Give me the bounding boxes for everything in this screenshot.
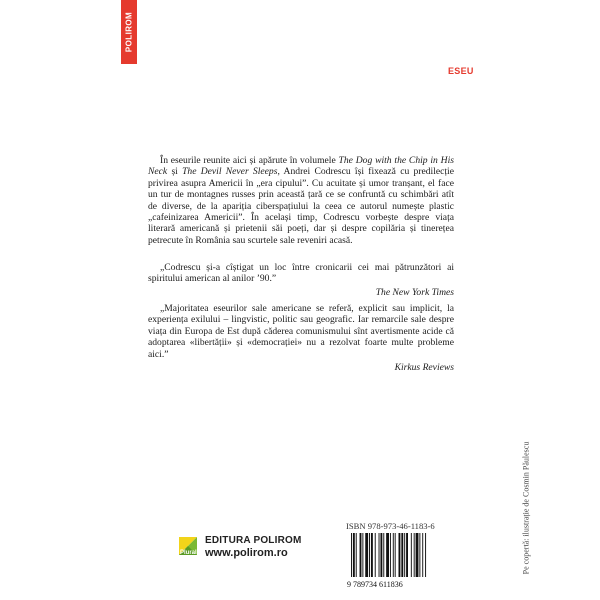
barcode-bar (365, 533, 368, 577)
quote-source: Kirkus Reviews (394, 362, 454, 374)
barcode-bar (406, 533, 408, 577)
isbn-label: ISBN 978-973-46-1183-6 (346, 521, 435, 531)
publisher-url: www.polirom.ro (205, 547, 288, 559)
quote-source: The New York Times (375, 286, 454, 298)
quote-text: „Majoritatea eseurilor sale americane se referă, explicit sau implicit, la experiența exilului – lingvistic, politic sau geografic. Iar remarcile sale despre viața din Europa de Est după căderea comunismului sînt avertismente acide că adoptarea «libertății» și «democrației» nu a rezolvat foarte multe probleme aici.” (148, 303, 454, 360)
barcode-bar (416, 533, 419, 577)
barcode-bar (379, 533, 380, 577)
barcode-bar (395, 533, 396, 577)
description-paragraph (148, 155, 454, 246)
barcode-bar (404, 533, 405, 577)
barcode-bar (362, 533, 363, 577)
cover-credit (520, 418, 532, 598)
brand-label: POLIROM (124, 11, 134, 53)
book-title-1: The Dog with the Chip in His Neck (148, 155, 454, 178)
book-title-2: The Devil Never Sleeps (182, 166, 278, 178)
description-text-3: , Andrei Codrescu își fixează cu predilecție privirea asupra Americii în „era cipului”. Cu acuitate și umor tranșant, el face un tur de montagnes russes prin această țară ce se confruntă cu schimbări atît de diverse, de la apariția ciberspațiului la ceea ce autorul numește plastic „cafeinizarea Americii”. În același timp, Codrescu vorbește despre viața literară americană și prietenii săi poeți, dar și despre copilăria și tinerețea petrecute în România sau scurtele sale reveniri acasă. (148, 166, 454, 246)
barcode-bar (401, 533, 403, 577)
book-description (148, 155, 454, 246)
barcode-bar (390, 533, 391, 577)
plural-logo-icon (177, 533, 201, 557)
polirom-brand-strip (121, 0, 137, 64)
description-text-2: și (167, 166, 183, 178)
barcode-bar (369, 533, 370, 577)
barcode-bar (414, 533, 415, 577)
barcode-bar (356, 533, 357, 577)
barcode-bar (419, 533, 420, 577)
review-quote-kirkus (148, 303, 454, 373)
publisher-block (177, 533, 367, 573)
barcode-bar (375, 533, 376, 577)
barcode-bar (422, 533, 423, 577)
barcode-bar (351, 533, 352, 577)
review-quote-nyt (148, 262, 454, 298)
isbn-barcode (345, 531, 455, 589)
barcode-bar (399, 533, 401, 577)
barcode-bar (383, 533, 384, 577)
barcode-bar (360, 533, 362, 577)
barcode-bar (386, 533, 389, 577)
barcode-bar (353, 533, 355, 577)
description-text-1: În eseurile reunite aici și apărute în volumele (160, 155, 339, 166)
barcode-bar (380, 533, 382, 577)
barcode-bars (351, 533, 426, 577)
publisher-name: EDITURA POLIROM (205, 535, 302, 546)
series-label: ESEU (448, 66, 474, 76)
cover-credit-text: Pe copertă: ilustrație de Cosmin Păulescu (521, 441, 531, 575)
quote-text: „Codrescu și-a cîștigat un loc între cronicarii cei mai pătrunzători ai spiritului american al anilor ’90.” (148, 262, 454, 285)
barcode-bar (411, 533, 412, 577)
barcode-bar (393, 533, 394, 577)
barcode-bar (371, 533, 373, 577)
barcode-digits: 9 789734 611836 (347, 580, 403, 589)
plural-logo-text: Plural (180, 550, 197, 556)
barcode-bar (425, 533, 426, 577)
